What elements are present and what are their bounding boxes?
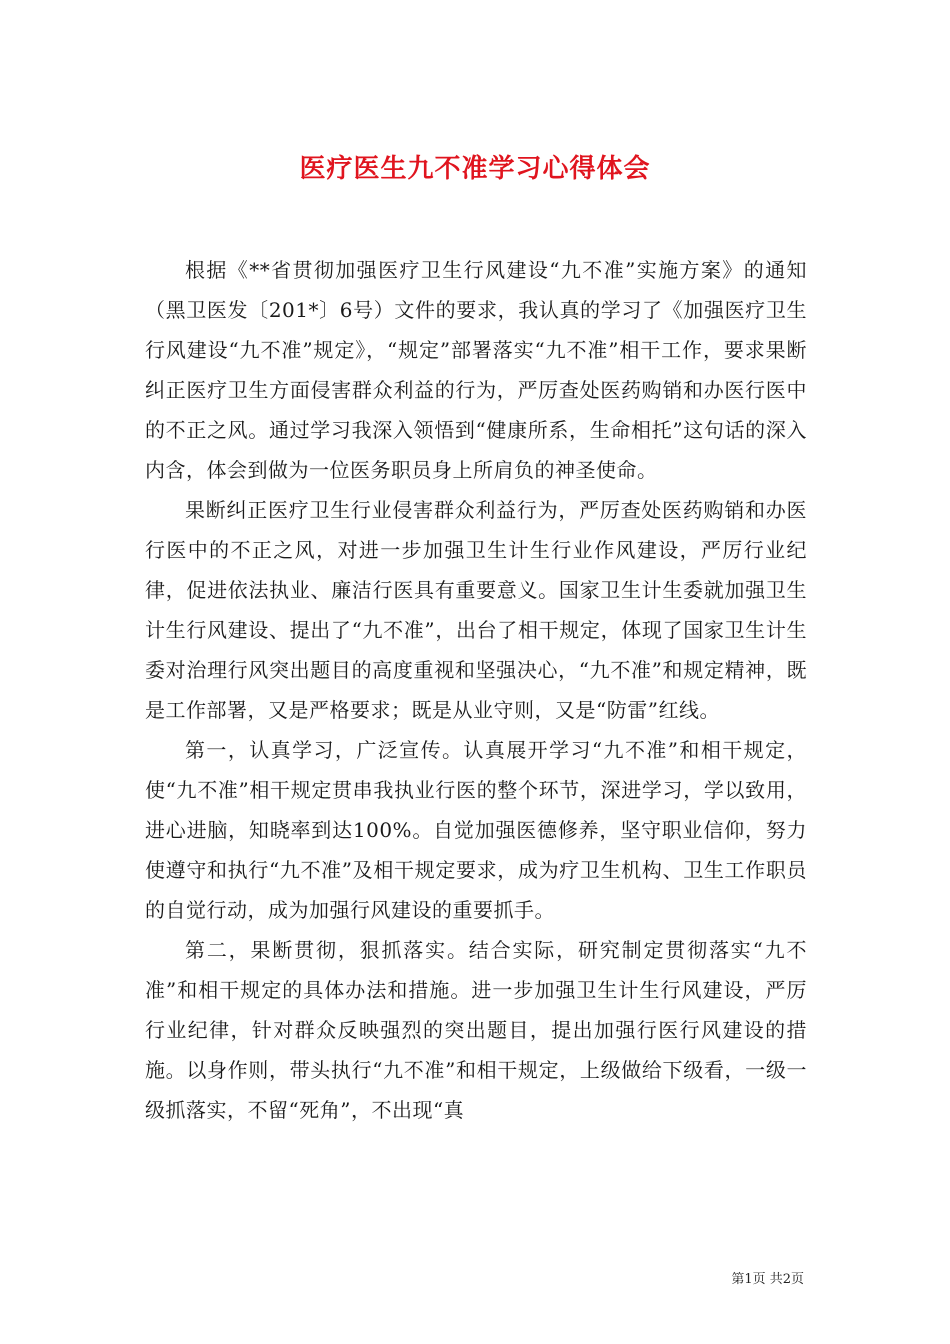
paragraph-4: 第二，果断贯彻，狠抓落实。结合实际，研究制定贯彻落实“九不准”和相干规定的具体办法和措施。进一步加强卫生计生行风建设，严厉行业纪律，针对群众反映强烈的突出题目，提出加强行医行风建设的措施。以身作则，带头执行“九不准”和相干规定，上级做给下级看，一级一级抓落实，不留“死角”，不出现“真: [145, 938, 807, 1122]
document-title: 医疗医生九不准学习心得体会: [299, 154, 651, 185]
paragraph-2: 果断纠正医疗卫生行业侵害群众利益行为，严厉查处医药购销和办医行医中的不正之风，对进一步加强卫生计生行业作风建设，严厉行业纪律，促进依法执业、廉洁行医具有重要意义。国家卫生计生委就加强卫生计生行风建设、提出了“九不准”，出台了相干规定，体现了国家卫生计生委对治理行风突出题目的高度重视和坚强决心，“九不准”和规定精神，既是工作部署，又是严格要求；既是从业守则，又是“防雷”红线。: [145, 498, 807, 722]
paragraph-3: 第一，认真学习，广泛宣传。认真展开学习“九不准”和相干规定，使“九不准”相干规定贯串我执业行医的整个环节，深进学习，学以致用，进心进脑，知晓率到达100%。自觉加强医德修养，坚守职业信仰，努力使遵守和执行“九不准”及相干规定要求，成为疗卫生机构、卫生工作职员的自觉行动，成为加强行风建设的重要抓手。: [145, 738, 807, 922]
page-number: 第1页 共2页: [731, 1272, 804, 1287]
document-body: [145, 250, 807, 1130]
paragraph-1: 根据《**省贯彻加强医疗卫生行风建设“九不准”实施方案》的通知（黑卫医发〔201*〕6号）文件的要求，我认真的学习了《加强医疗卫生行风建设“九不准”规定》，“规定”部署落实“九不准”相干工作，要求果断纠正医疗卫生方面侵害群众利益的行为，严厉查处医药购销和办医行医中的不正之风。通过学习我深入领悟到“健康所系，生命相托”这句话的深入内含，体会到做为一位医务职员身上所肩负的神圣使命。: [145, 258, 807, 482]
